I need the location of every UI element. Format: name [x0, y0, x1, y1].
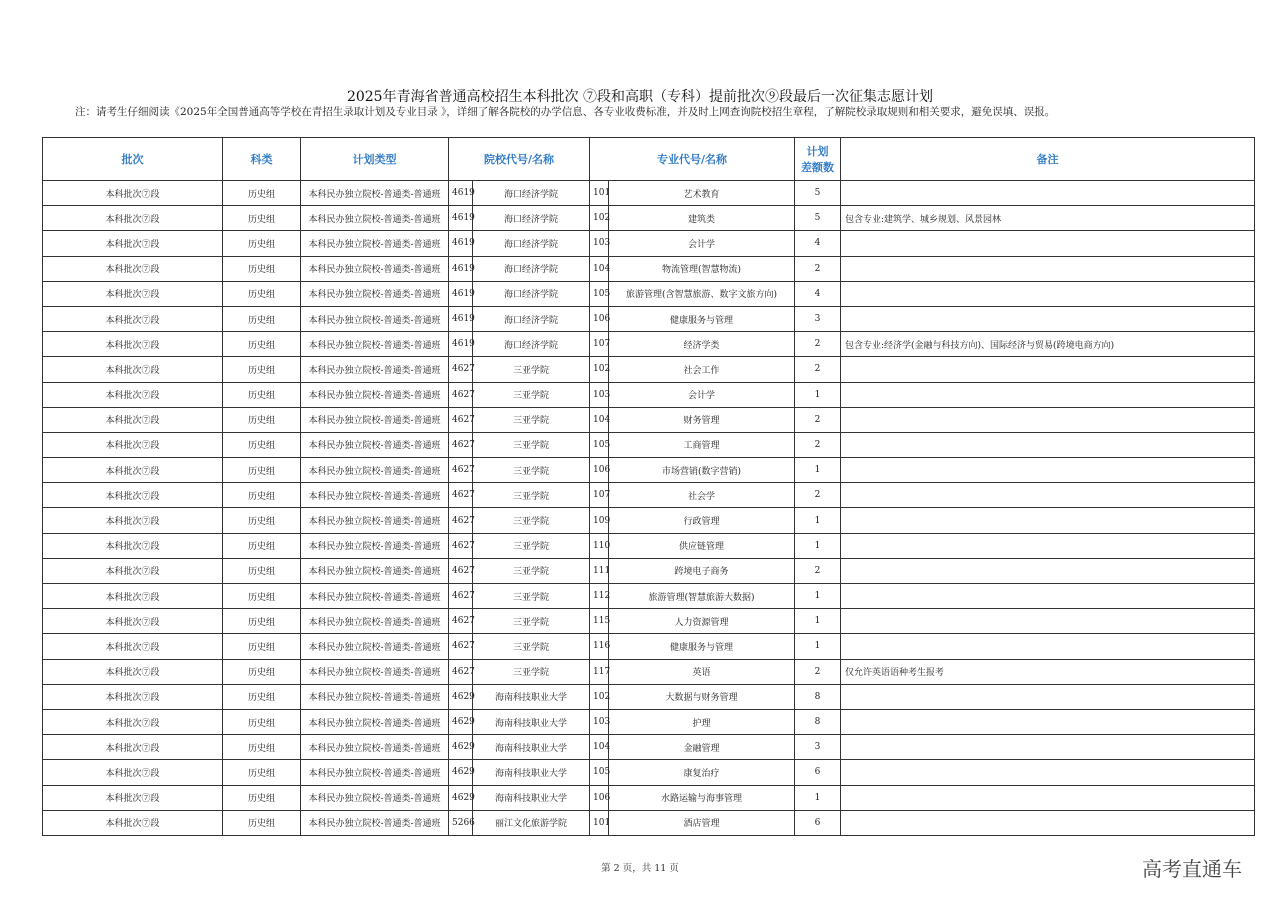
cell-major-name: 旅游管理(智慧旅游大数据): [609, 584, 795, 609]
cell-school-name: 三亚学院: [473, 533, 590, 558]
cell-plan-type: 本科民办独立院校-普通类-普通班: [301, 357, 449, 382]
cell-batch: 本科批次⑦段: [43, 558, 223, 583]
table-row: [43, 659, 1255, 684]
table-row: [43, 458, 1255, 483]
cell-subject: 历史组: [223, 735, 301, 760]
cell-plan-type: 本科民办独立院校-普通类-普通班: [301, 659, 449, 684]
cell-major-name: 经济学类: [609, 332, 795, 357]
enrollment-plan-table: [42, 137, 1255, 836]
cell-quota: 2: [795, 483, 841, 508]
table-row: [43, 256, 1255, 281]
cell-major-code: 101: [590, 810, 609, 835]
cell-batch: 本科批次⑦段: [43, 533, 223, 558]
cell-batch: 本科批次⑦段: [43, 483, 223, 508]
table-row: [43, 709, 1255, 734]
cell-remark: [841, 709, 1255, 734]
cell-plan-type: 本科民办独立院校-普通类-普通班: [301, 533, 449, 558]
cell-quota: 8: [795, 709, 841, 734]
cell-school-name: 海口经济学院: [473, 332, 590, 357]
cell-quota: 3: [795, 735, 841, 760]
cell-school-name: 海口经济学院: [473, 256, 590, 281]
cell-school-name: 海南科技职业大学: [473, 760, 590, 785]
cell-major-code: 106: [590, 458, 609, 483]
cell-plan-type: 本科民办独立院校-普通类-普通班: [301, 306, 449, 331]
cell-school-name: 三亚学院: [473, 609, 590, 634]
cell-school-code: 4627: [449, 382, 473, 407]
cell-batch: 本科批次⑦段: [43, 181, 223, 206]
cell-quota: 2: [795, 558, 841, 583]
cell-batch: 本科批次⑦段: [43, 357, 223, 382]
table-row: [43, 634, 1255, 659]
cell-remark: [841, 609, 1255, 634]
cell-quota: 2: [795, 659, 841, 684]
table-row: [43, 785, 1255, 810]
cell-school-code: 4629: [449, 709, 473, 734]
cell-quota: 2: [795, 407, 841, 432]
header-quota: [795, 138, 841, 181]
cell-quota: 6: [795, 810, 841, 835]
cell-quota: 8: [795, 684, 841, 709]
table-row: [43, 382, 1255, 407]
cell-major-code: 102: [590, 357, 609, 382]
cell-major-name: 建筑类: [609, 206, 795, 231]
cell-major-name: 大数据与财务管理: [609, 684, 795, 709]
cell-school-code: 4619: [449, 332, 473, 357]
table-row: [43, 584, 1255, 609]
cell-plan-type: 本科民办独立院校-普通类-普通班: [301, 332, 449, 357]
cell-school-code: 5266: [449, 810, 473, 835]
table-row: [43, 760, 1255, 785]
cell-major-code: 109: [590, 508, 609, 533]
cell-remark: [841, 735, 1255, 760]
cell-remark: [841, 181, 1255, 206]
cell-school-code: 4627: [449, 533, 473, 558]
cell-quota: 1: [795, 533, 841, 558]
cell-subject: 历史组: [223, 584, 301, 609]
cell-major-name: 行政管理: [609, 508, 795, 533]
cell-major-name: 水路运输与海事管理: [609, 785, 795, 810]
header-school: 院校代号/名称: [449, 138, 590, 181]
table-body: [43, 181, 1255, 836]
cell-major-name: 康复治疗: [609, 760, 795, 785]
cell-remark: [841, 382, 1255, 407]
cell-school-name: 海南科技职业大学: [473, 709, 590, 734]
cell-quota: 2: [795, 432, 841, 457]
cell-quota: 5: [795, 206, 841, 231]
cell-major-name: 护理: [609, 709, 795, 734]
cell-plan-type: 本科民办独立院校-普通类-普通班: [301, 181, 449, 206]
cell-subject: 历史组: [223, 533, 301, 558]
cell-school-name: 海口经济学院: [473, 306, 590, 331]
cell-batch: 本科批次⑦段: [43, 709, 223, 734]
cell-school-name: 三亚学院: [473, 659, 590, 684]
cell-plan-type: 本科民办独立院校-普通类-普通班: [301, 735, 449, 760]
cell-major-name: 会计学: [609, 231, 795, 256]
cell-major-code: 101: [590, 181, 609, 206]
cell-subject: 历史组: [223, 760, 301, 785]
cell-major-code: 104: [590, 256, 609, 281]
cell-batch: 本科批次⑦段: [43, 810, 223, 835]
cell-batch: 本科批次⑦段: [43, 735, 223, 760]
cell-subject: 历史组: [223, 332, 301, 357]
cell-school-code: 4629: [449, 760, 473, 785]
cell-school-code: 4627: [449, 458, 473, 483]
header-batch: 批次: [43, 138, 223, 181]
cell-major-name: 市场营销(数字营销): [609, 458, 795, 483]
cell-school-code: 4627: [449, 357, 473, 382]
cell-school-name: 三亚学院: [473, 483, 590, 508]
cell-subject: 历史组: [223, 684, 301, 709]
page-footer: 第 2 页，共 11 页: [601, 863, 679, 874]
cell-batch: 本科批次⑦段: [43, 609, 223, 634]
cell-school-code: 4627: [449, 659, 473, 684]
cell-major-name: 社会工作: [609, 357, 795, 382]
cell-school-name: 三亚学院: [473, 432, 590, 457]
cell-remark: [841, 684, 1255, 709]
cell-plan-type: 本科民办独立院校-普通类-普通班: [301, 231, 449, 256]
cell-school-code: 4627: [449, 432, 473, 457]
cell-quota: 1: [795, 382, 841, 407]
cell-batch: 本科批次⑦段: [43, 306, 223, 331]
notice-text: 注：请考生仔细阅读《2025年全国普通高等学校在青招生录取计划及专业目录 》，详细了解各院校的办学信息、各专业收费标准，并及时上网查询院校招生章程，了解院校录取规则和相关要求，避免误填、误报。: [75, 106, 1056, 118]
cell-school-name: 海南科技职业大学: [473, 735, 590, 760]
cell-major-name: 物流管理(智慧物流): [609, 256, 795, 281]
cell-batch: 本科批次⑦段: [43, 684, 223, 709]
cell-remark: [841, 458, 1255, 483]
table-row: [43, 684, 1255, 709]
cell-remark: 仅允许英语语种考生报考: [841, 659, 1255, 684]
cell-major-name: 金融管理: [609, 735, 795, 760]
table-row: [43, 306, 1255, 331]
cell-school-name: 三亚学院: [473, 634, 590, 659]
cell-school-name: 三亚学院: [473, 407, 590, 432]
cell-batch: 本科批次⑦段: [43, 206, 223, 231]
cell-batch: 本科批次⑦段: [43, 634, 223, 659]
cell-quota: 4: [795, 231, 841, 256]
table-row: [43, 407, 1255, 432]
cell-school-code: 4619: [449, 281, 473, 306]
cell-batch: 本科批次⑦段: [43, 584, 223, 609]
cell-major-code: 103: [590, 382, 609, 407]
cell-school-code: 4619: [449, 256, 473, 281]
cell-plan-type: 本科民办独立院校-普通类-普通班: [301, 432, 449, 457]
table-row: [43, 810, 1255, 835]
cell-subject: 历史组: [223, 206, 301, 231]
cell-school-name: 三亚学院: [473, 382, 590, 407]
cell-school-code: 4627: [449, 609, 473, 634]
cell-major-code: 116: [590, 634, 609, 659]
cell-major-code: 105: [590, 432, 609, 457]
cell-batch: 本科批次⑦段: [43, 231, 223, 256]
cell-major-code: 106: [590, 785, 609, 810]
cell-quota: 1: [795, 458, 841, 483]
table-row: [43, 558, 1255, 583]
cell-school-code: 4619: [449, 181, 473, 206]
cell-plan-type: 本科民办独立院校-普通类-普通班: [301, 256, 449, 281]
cell-subject: 历史组: [223, 810, 301, 835]
cell-subject: 历史组: [223, 483, 301, 508]
cell-subject: 历史组: [223, 659, 301, 684]
cell-school-code: 4627: [449, 558, 473, 583]
cell-batch: 本科批次⑦段: [43, 281, 223, 306]
cell-subject: 历史组: [223, 458, 301, 483]
cell-plan-type: 本科民办独立院校-普通类-普通班: [301, 558, 449, 583]
cell-plan-type: 本科民办独立院校-普通类-普通班: [301, 206, 449, 231]
cell-school-code: 4629: [449, 785, 473, 810]
cell-major-code: 110: [590, 533, 609, 558]
cell-batch: 本科批次⑦段: [43, 785, 223, 810]
cell-remark: [841, 306, 1255, 331]
cell-quota: 2: [795, 256, 841, 281]
cell-subject: 历史组: [223, 357, 301, 382]
cell-major-code: 117: [590, 659, 609, 684]
table-row: [43, 483, 1255, 508]
cell-subject: 历史组: [223, 609, 301, 634]
cell-batch: 本科批次⑦段: [43, 508, 223, 533]
table-row: [43, 281, 1255, 306]
cell-quota: 1: [795, 584, 841, 609]
cell-school-code: 4629: [449, 735, 473, 760]
cell-plan-type: 本科民办独立院校-普通类-普通班: [301, 281, 449, 306]
cell-subject: 历史组: [223, 432, 301, 457]
cell-quota: 2: [795, 357, 841, 382]
cell-batch: 本科批次⑦段: [43, 256, 223, 281]
header-plan-type: 计划类型: [301, 138, 449, 181]
cell-major-code: 112: [590, 584, 609, 609]
cell-school-name: 海南科技职业大学: [473, 785, 590, 810]
cell-school-code: 4627: [449, 584, 473, 609]
table-row: [43, 508, 1255, 533]
cell-school-name: 海南科技职业大学: [473, 684, 590, 709]
cell-plan-type: 本科民办独立院校-普通类-普通班: [301, 760, 449, 785]
cell-batch: 本科批次⑦段: [43, 332, 223, 357]
table-row: [43, 181, 1255, 206]
cell-quota: 5: [795, 181, 841, 206]
cell-major-code: 103: [590, 231, 609, 256]
cell-quota: 1: [795, 609, 841, 634]
cell-major-name: 英语: [609, 659, 795, 684]
cell-batch: 本科批次⑦段: [43, 659, 223, 684]
table-row: [43, 357, 1255, 382]
table-row: [43, 533, 1255, 558]
cell-major-code: 105: [590, 281, 609, 306]
cell-plan-type: 本科民办独立院校-普通类-普通班: [301, 483, 449, 508]
cell-subject: 历史组: [223, 231, 301, 256]
cell-plan-type: 本科民办独立院校-普通类-普通班: [301, 407, 449, 432]
cell-plan-type: 本科民办独立院校-普通类-普通班: [301, 584, 449, 609]
cell-major-name: 跨境电子商务: [609, 558, 795, 583]
cell-major-name: 艺术教育: [609, 181, 795, 206]
cell-remark: [841, 760, 1255, 785]
cell-subject: 历史组: [223, 256, 301, 281]
cell-remark: [841, 508, 1255, 533]
cell-school-code: 4627: [449, 407, 473, 432]
cell-plan-type: 本科民办独立院校-普通类-普通班: [301, 810, 449, 835]
cell-school-name: 丽江文化旅游学院: [473, 810, 590, 835]
cell-plan-type: 本科民办独立院校-普通类-普通班: [301, 382, 449, 407]
cell-quota: 1: [795, 634, 841, 659]
cell-quota: 4: [795, 281, 841, 306]
cell-major-name: 酒店管理: [609, 810, 795, 835]
cell-quota: 6: [795, 760, 841, 785]
cell-major-code: 104: [590, 407, 609, 432]
cell-plan-type: 本科民办独立院校-普通类-普通班: [301, 634, 449, 659]
cell-subject: 历史组: [223, 306, 301, 331]
cell-major-code: 103: [590, 709, 609, 734]
cell-remark: [841, 634, 1255, 659]
cell-remark: [841, 432, 1255, 457]
cell-major-code: 102: [590, 684, 609, 709]
table-row: [43, 735, 1255, 760]
cell-major-code: 102: [590, 206, 609, 231]
table-header-row: [43, 138, 1255, 181]
cell-school-name: 三亚学院: [473, 558, 590, 583]
cell-plan-type: 本科民办独立院校-普通类-普通班: [301, 709, 449, 734]
cell-school-name: 三亚学院: [473, 508, 590, 533]
cell-remark: [841, 231, 1255, 256]
cell-subject: 历史组: [223, 508, 301, 533]
header-quota-line1: 计划: [806, 145, 829, 158]
page-title: 2025年青海省普通高校招生本科批次 ⑦段和高职（专科）提前批次⑨段最后一次征集志愿计划: [346, 89, 934, 105]
cell-plan-type: 本科民办独立院校-普通类-普通班: [301, 684, 449, 709]
cell-remark: 包含专业:建筑学、城乡规划、风景园林: [841, 206, 1255, 231]
cell-remark: [841, 785, 1255, 810]
cell-major-code: 105: [590, 760, 609, 785]
cell-subject: 历史组: [223, 181, 301, 206]
cell-batch: 本科批次⑦段: [43, 760, 223, 785]
header-major: 专业代号/名称: [590, 138, 795, 181]
cell-remark: [841, 810, 1255, 835]
cell-remark: [841, 483, 1255, 508]
cell-remark: 包含专业:经济学(金融与科技方向)、国际经济与贸易(跨境电商方向): [841, 332, 1255, 357]
header-quota-line2: 差额数: [801, 161, 834, 174]
cell-remark: [841, 407, 1255, 432]
cell-quota: 1: [795, 785, 841, 810]
cell-major-name: 人力资源管理: [609, 609, 795, 634]
cell-remark: [841, 558, 1255, 583]
table-row: [43, 332, 1255, 357]
cell-subject: 历史组: [223, 382, 301, 407]
cell-major-code: 115: [590, 609, 609, 634]
cell-subject: 历史组: [223, 558, 301, 583]
cell-quota: 1: [795, 508, 841, 533]
table-row: [43, 206, 1255, 231]
cell-subject: 历史组: [223, 709, 301, 734]
cell-batch: 本科批次⑦段: [43, 432, 223, 457]
cell-school-name: 海口经济学院: [473, 181, 590, 206]
cell-school-name: 三亚学院: [473, 357, 590, 382]
header-remark: 备注: [841, 138, 1255, 181]
header-subject: 科类: [223, 138, 301, 181]
cell-remark: [841, 533, 1255, 558]
cell-major-code: 111: [590, 558, 609, 583]
cell-major-code: 104: [590, 735, 609, 760]
cell-major-name: 健康服务与管理: [609, 634, 795, 659]
cell-major-name: 工商管理: [609, 432, 795, 457]
cell-school-code: 4619: [449, 306, 473, 331]
cell-remark: [841, 584, 1255, 609]
cell-school-name: 海口经济学院: [473, 281, 590, 306]
cell-batch: 本科批次⑦段: [43, 407, 223, 432]
table-row: [43, 231, 1255, 256]
table-row: [43, 432, 1255, 457]
cell-major-name: 健康服务与管理: [609, 306, 795, 331]
cell-remark: [841, 256, 1255, 281]
cell-plan-type: 本科民办独立院校-普通类-普通班: [301, 508, 449, 533]
cell-school-code: 4627: [449, 634, 473, 659]
cell-quota: 3: [795, 306, 841, 331]
cell-school-code: 4619: [449, 231, 473, 256]
cell-school-name: 海口经济学院: [473, 206, 590, 231]
cell-subject: 历史组: [223, 281, 301, 306]
cell-plan-type: 本科民办独立院校-普通类-普通班: [301, 609, 449, 634]
cell-major-name: 财务管理: [609, 407, 795, 432]
cell-school-code: 4627: [449, 483, 473, 508]
cell-major-name: 社会学: [609, 483, 795, 508]
cell-major-code: 106: [590, 306, 609, 331]
cell-school-code: 4627: [449, 508, 473, 533]
cell-subject: 历史组: [223, 634, 301, 659]
cell-batch: 本科批次⑦段: [43, 458, 223, 483]
cell-subject: 历史组: [223, 407, 301, 432]
cell-remark: [841, 357, 1255, 382]
cell-remark: [841, 281, 1255, 306]
cell-major-name: 旅游管理(含智慧旅游、数字文旅方向): [609, 281, 795, 306]
cell-school-code: 4629: [449, 684, 473, 709]
cell-school-name: 海口经济学院: [473, 231, 590, 256]
watermark: 高考直通车: [1142, 857, 1242, 881]
cell-school-code: 4619: [449, 206, 473, 231]
cell-major-code: 107: [590, 483, 609, 508]
cell-quota: 2: [795, 332, 841, 357]
cell-plan-type: 本科民办独立院校-普通类-普通班: [301, 458, 449, 483]
cell-major-name: 供应链管理: [609, 533, 795, 558]
cell-major-name: 会计学: [609, 382, 795, 407]
table-row: [43, 609, 1255, 634]
cell-plan-type: 本科民办独立院校-普通类-普通班: [301, 785, 449, 810]
cell-school-name: 三亚学院: [473, 458, 590, 483]
cell-subject: 历史组: [223, 785, 301, 810]
cell-batch: 本科批次⑦段: [43, 382, 223, 407]
cell-school-name: 三亚学院: [473, 584, 590, 609]
cell-major-code: 107: [590, 332, 609, 357]
